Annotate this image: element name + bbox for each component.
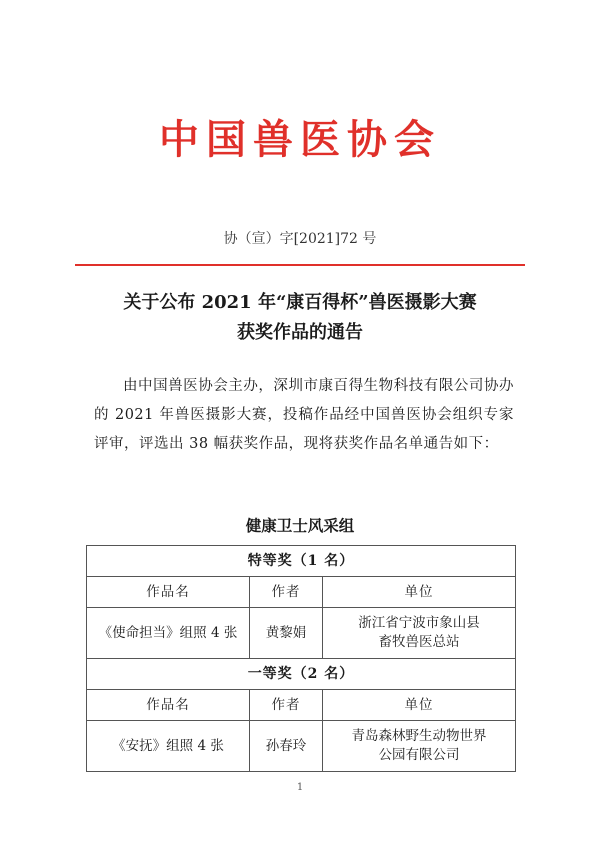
work-title-cell: 《安抚》组照 4 张 [87, 721, 250, 772]
award-group-title: 健康卫士风采组 [245, 516, 355, 535]
organization-title: 中国兽医协会 [159, 116, 441, 163]
column-header-author: 作者 [250, 577, 323, 608]
prize-level-row [87, 546, 516, 577]
unit-line-1: 浙江省宁波市象山县 [358, 615, 480, 631]
column-header-work: 作品名 [87, 577, 250, 608]
work-title-cell: 《使命担当》组照 4 张 [87, 608, 250, 659]
column-header-unit: 单位 [322, 577, 515, 608]
notice-title-line-2: 获奖作品的通告 [237, 322, 363, 343]
prize-level-row [87, 659, 516, 690]
table-row [87, 608, 516, 659]
notice-body-paragraph: 由中国兽医协会主办，深圳市康百得生物科技有限公司协办的 2021 年兽医摄影大赛，投稿作品经中国兽医协会组织专家评审，评选出 38 幅获奖作品，现将获奖作品名单通告如下： [94, 378, 514, 452]
notice-title-line-1: 关于公布 2021 年“康百得杯”兽医摄影大赛 [123, 292, 477, 313]
unit-cell [322, 608, 515, 659]
document-number: 协（宣）字[2021]72 号 [223, 231, 377, 247]
red-divider-line [75, 264, 525, 266]
column-header-work: 作品名 [87, 690, 250, 721]
awards-table [86, 545, 516, 772]
prize-level-label: 一等奖（2 名） [87, 659, 516, 690]
prize-level-label: 特等奖（1 名） [87, 546, 516, 577]
unit-line-1: 青岛森林野生动物世界 [351, 728, 487, 744]
unit-cell [322, 721, 515, 772]
column-header-unit: 单位 [322, 690, 515, 721]
author-cell: 孙春玲 [250, 721, 323, 772]
unit-line-2: 畜牧兽医总站 [378, 634, 460, 650]
table-row [87, 721, 516, 772]
unit-line-2: 公园有限公司 [378, 747, 460, 763]
page-number: 1 [296, 782, 304, 793]
notice-title [0, 288, 600, 348]
table-header-row [87, 690, 516, 721]
table-header-row [87, 577, 516, 608]
author-cell: 黄黎娟 [250, 608, 323, 659]
column-header-author: 作者 [250, 690, 323, 721]
